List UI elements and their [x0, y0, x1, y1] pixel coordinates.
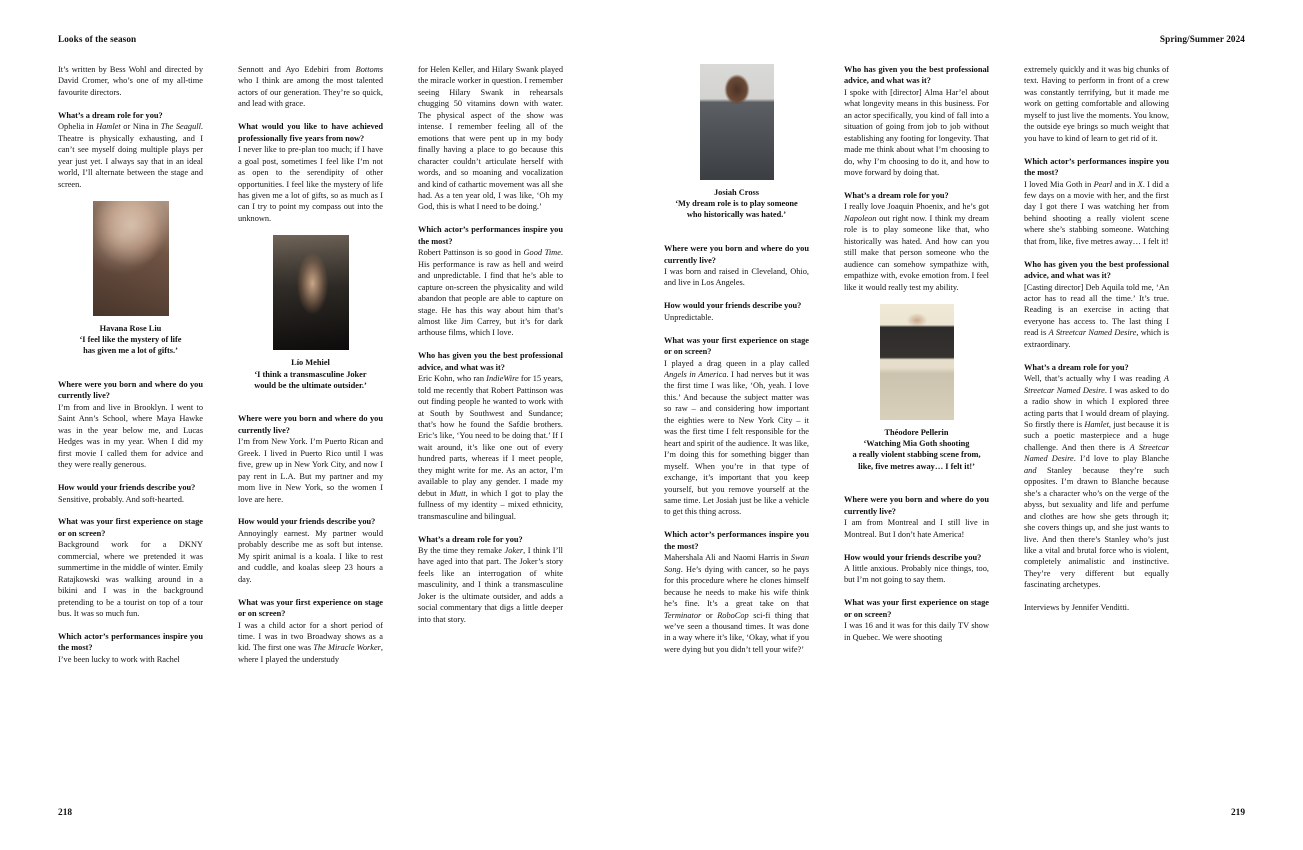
answer-paragraph: I spoke with [director] Alma Har’el about what longevity means in this business. For an actor specifically, you kind of fall into a situation of going from job to job without establishing any footing for longevity. That made me think about what I’m choosing to do, why I’m choosing to do it, and how to move forward by doing that.: [844, 87, 989, 178]
page-number-left: 218: [58, 808, 73, 818]
question-heading: How would your friends describe you?: [664, 301, 802, 311]
paragraph: extremely quickly and it was big chunks of text. Having to perform in front of a crew was constantly terrifying, but it made me work on getting comfortable and allowing myself to just live the moments. You know, the outside eye brings so much weight that you have to kind of learn to get rid of it.: [1024, 65, 1169, 143]
question-heading: Which actor’s performances inspire you the most?: [58, 631, 203, 653]
photo-grain: [273, 235, 349, 350]
photo-caption-josiah: [664, 187, 809, 221]
question-heading: What’s a dream role for you?: [1024, 362, 1129, 372]
answer-paragraph: A little anxious. Probably nice things, too, but I’m not going to say them.: [844, 564, 989, 585]
answer-paragraph: Unpredictable.: [664, 312, 714, 322]
question-heading: Where were you born and where do you currently live?: [58, 380, 203, 401]
answer-paragraph: I was born and raised in Cleveland, Ohio, and live in Los Angeles.: [664, 266, 809, 288]
portrait-photo-havana: [93, 201, 169, 316]
answer-paragraph: I loved Mia Goth in Pearl and in X. I did a few days on a movie with her, and the first day I got there I was watching her from behind shooting a really violent scene where she’s stabbing someone. Watching that from, like, five metres away… I felt it!: [1024, 179, 1169, 246]
question-heading: What was your first experience on stage or on screen?: [664, 335, 809, 357]
caption-quote-line-2: would be the ultimate outsider.’: [254, 380, 367, 390]
photo-block-lio: [238, 235, 383, 391]
question-heading: Who has given you the best professional advice, and what was it?: [1024, 259, 1169, 281]
paragraph: Sennott and Ayo Edebiri from Bottoms who I think are among the most talented actors of our generation. They’re so quick, and lead with grace.: [238, 65, 383, 109]
answer-paragraph: By the time they remake Joker, I think I’ll have aged into that part. The Joker’s story feels like an interrogation of white masculinity, and I think a transmasculine Joker is the ultimate outsider, and adds a social commentary that digs a little deeper into that story.: [418, 545, 563, 624]
answer-paragraph: I really love Joaquin Phoenix, and he’s got Napoleon out right now. I think my dream role is to play someone like that, who historically was hated. And how can you still make that person someone who the audience can somehow sympathize with, empathize with, evoke emotion from. I feel like it would really test my ability.: [844, 202, 989, 292]
caption-quote-line-1: ‘Watching Mia Goth shooting: [863, 439, 970, 449]
answer-paragraph: Mahershala Ali and Naomi Harris in Swan Song. He’s dying with cancer, so he pays for this procedure where he clones himself because he needs to make his wife think he’s fine. It’s a great take on that Terminator or RoboCop sci-fi thing that we’ve seen a thousand times. It was done in a way where it’s like, ‘Okay, what if you were dying but you didn’t tell your wife?’: [664, 553, 809, 654]
caption-name: Havana Rose Liu: [99, 323, 162, 333]
caption-quote-line-2: a really violent stabbing scene from,: [852, 450, 981, 460]
spacer: [238, 391, 383, 402]
caption-quote-line-1: ‘I feel like the mystery of life: [79, 335, 182, 345]
portrait-photo-josiah: [700, 64, 774, 180]
question-heading: How would your friends describe you?: [58, 483, 196, 493]
caption-quote-line-2: has given me a lot of gifts.’: [83, 346, 178, 356]
answer-paragraph: Sensitive, probably. And soft-hearted.: [58, 494, 184, 504]
question-heading: What’s a dream role for you?: [844, 190, 949, 200]
question-heading: Where were you born and where do you currently live?: [664, 244, 809, 265]
column-1: [58, 64, 203, 784]
spacer: [664, 221, 809, 232]
answer-paragraph: Robert Pattinson is so good in Good Time. His performance is raw as hell and weird and unpredictable. I find that he’s able to capture on-screen the physicality and wild abandon that people are able to capture on stage. He has this way about him that’s almost like Jim Carrey, but it’s for dark arthouse films, which I love.: [418, 248, 563, 338]
column-6: [1024, 64, 1169, 784]
photo-block-theodore: [844, 304, 989, 472]
column-4: [664, 64, 809, 784]
question-heading: Which actor’s performances inspire you the most?: [1024, 156, 1169, 178]
question-heading: What would you like to have achieved professionally five years from now?: [238, 122, 383, 143]
question-heading: What was your first experience on stage or on screen?: [238, 597, 383, 619]
photo-caption-havana: [58, 323, 203, 357]
answer-paragraph: I am from Montreal and I still live in Montreal. But I don’t hate America!: [844, 518, 989, 539]
answer-paragraph: I’m from and live in Brooklyn. I went to Saint Ann’s School, where Maya Hawke was in the year below me, and Lucas Hedges was in my year. When I did my first movie I called them for advice and they were really generous.: [58, 402, 203, 470]
question-heading: Who has given you the best professional advice, and what was it?: [844, 65, 989, 86]
answer-paragraph: Eric Kohn, who ran IndieWire for 15 years, told me recently that Robert Pattinson was out finding people he wanted to work with at South by Southwest and Sundance; that’s how he found the Safdie brothers. Eric’s like, ‘You need to be doing that.’ If I wait around, it’s like one out of every hundred parts, whereas if I meet people, they might write for me. As an actor, I’m available to play any gender. I made my debut in Mutt, in which I got to play the fullness of my identity – mixed ethnicity, transmasculine and bilingual.: [418, 374, 563, 521]
caption-name: Théodore Pellerin: [884, 428, 949, 438]
caption-quote-line-1: ‘I think a transmasculine Joker: [254, 369, 367, 379]
answer-paragraph: Annoyingly earnest. My partner would probably describe me as soft but intense. My spirit animal is a koala. I like to rest and cuddle, and koalas sleep 23 hours a day.: [238, 528, 383, 584]
question-heading: What was your first experience on stage or on screen?: [844, 598, 989, 619]
column-3: [418, 64, 563, 784]
photo-block-josiah: [664, 64, 809, 221]
answer-paragraph: Well, that’s actually why I was reading A Streetcar Named Desire. I was asked to do a radio show in which I explored three acting parts that I would dream of playing. So firstly there is Hamlet, just because it is such a poetic masterpiece and a huge challenge. And then there is A Streetcar Named Desire. I’d love to play Blanche and Stanley because they’re such opposites. I’m drawn to Blanche because she’s a character who’s on the verge of the abyss, but sexuality and life and perfume and clothes are how she gets through it; she covers things up, and she just wants to live. And then there’s Stanley who’s just like a vital and brutal force who is violent, completely animalistic and instinctive. They’re very different but equally fascinating archetypes.: [1024, 374, 1169, 590]
caption-name: Josiah Cross: [713, 188, 760, 197]
running-head-right: Spring/Summer 2024: [1159, 34, 1245, 44]
question-heading: What’s a dream role for you?: [58, 110, 163, 120]
question-heading: What’s a dream role for you?: [418, 534, 523, 544]
column-5: [844, 64, 989, 784]
answer-paragraph: I was a child actor for a short period of time. I was in two Broadway shows as a kid. The first one was The Miracle Worker, where I played the understudy: [238, 620, 383, 664]
answer-paragraph: I was 16 and it was for this daily TV show in Quebec. We were shooting: [844, 621, 989, 642]
spacer: [844, 472, 989, 483]
caption-quote-line-1: ‘My dream role is to play someone: [675, 199, 798, 209]
photo-grain: [700, 64, 774, 180]
answer-paragraph: Background work for a DKNY commercial, where we pretended it was summertime in the middle of winter. Emily Ratajkowski was walking around in a bikini and I was in the background pretending to be a tourist on top of a tour bus. It was so much fun.: [58, 540, 203, 619]
paragraph: for Helen Keller, and Hilary Swank played the miracle worker in question. I remember seeing Hilary Swank in rehearsals chugging 50 vitamins down with water. The physical aspect of the show was intense. I remember feeling all of the emotions that were pent up in my body finally having a place to go because this character couldn’t articulate herself with words, and so moaning and vocalization and kind of cathartic movement was all she had. As a ten year old, I was like, ‘Oh my God, this is what I need to be doing.’: [418, 65, 563, 212]
question-heading: Where were you born and where do you currently live?: [238, 414, 383, 435]
answer-paragraph: I played a drag queen in a play called Angels in America. I had nerves but it was the first time I was like, ‘Oh, yeah. I love this.’ And because the subject matter was so raw – and considering how important the eighties were to New York City – it was the first time I felt responsible for the heart and spirit of the audience. It was like, I’m doing this for something bigger than myself. When you’re in that type of exchange, it’s important that you keep yourself, but you remove yourself at the same time. Let Josiah just be like a vehicle to get this thing across.: [664, 358, 809, 517]
interview-credit: Interviews by Jennifer Venditti.: [1024, 603, 1130, 613]
photo-grain: [93, 201, 169, 316]
running-head-left: Looks of the season: [58, 34, 137, 44]
answer-paragraph: I’ve been lucky to work with Rachel: [58, 654, 180, 664]
photo-block-havana: [58, 201, 203, 357]
column-grid: [58, 64, 1245, 784]
portrait-photo-theodore: [880, 304, 954, 420]
portrait-photo-lio: [273, 235, 349, 350]
question-heading: Who has given you the best professional advice, and what was it?: [418, 351, 563, 372]
page-number-right: 219: [1230, 808, 1245, 818]
photo-caption-theodore: [844, 427, 989, 472]
question-heading: Which actor’s performances inspire you the most?: [664, 530, 809, 551]
answer-paragraph: Ophelia in Hamlet or Nina in The Seagull. Theatre is physically exhausting, and I can’t see myself doing multiple plays per year just yet. I always say that in an ideal world, I’ll alternate between the stage and screen.: [58, 122, 203, 189]
column-2: [238, 64, 383, 784]
photo-grain: [880, 304, 954, 420]
caption-name: Lío Mehiel: [291, 358, 330, 368]
question-heading: How would your friends describe you?: [844, 552, 982, 562]
paragraph: It’s written by Bess Wohl and directed by David Cromer, who’s one of my all-time favourite directors.: [58, 65, 203, 97]
question-heading: What was your first experience on stage or on screen?: [58, 517, 203, 538]
answer-paragraph: [Casting director] Deb Aquila told me, ‘An actor has to read all the time.’ It’s true. Reading is an exercise in acting that everyone has access to. The last thing I read is A Streetcar Named Desire, which is extraordinary.: [1024, 282, 1169, 349]
caption-quote-line-2: who historically was hated.’: [686, 210, 787, 220]
answer-paragraph: I’m from New York. I’m Puerto Rican and Greek. I lived in Puerto Rico until I was five, grew up in New York City, and now I pay rent in L.A. But my partner and my mom live in New York, so the women I love are here.: [238, 437, 383, 504]
question-heading: Where were you born and where do you currently live?: [844, 495, 989, 516]
answer-paragraph: I never like to pre-plan too much; if I have a goal post, sometimes I feel like I’m not as open to the serendipity of other opportunities. I feel like the mystery of life has given me a lot of gifts, so as much as I can I try to point my compass out into the unknown.: [238, 145, 383, 223]
spacer: [58, 357, 203, 368]
caption-quote-line-3: like, five metres away… I felt it!’: [858, 461, 975, 471]
question-heading: Which actor’s performances inspire you the most?: [418, 225, 563, 246]
question-heading: How would your friends describe you?: [238, 517, 376, 527]
photo-caption-lio: [238, 357, 383, 391]
